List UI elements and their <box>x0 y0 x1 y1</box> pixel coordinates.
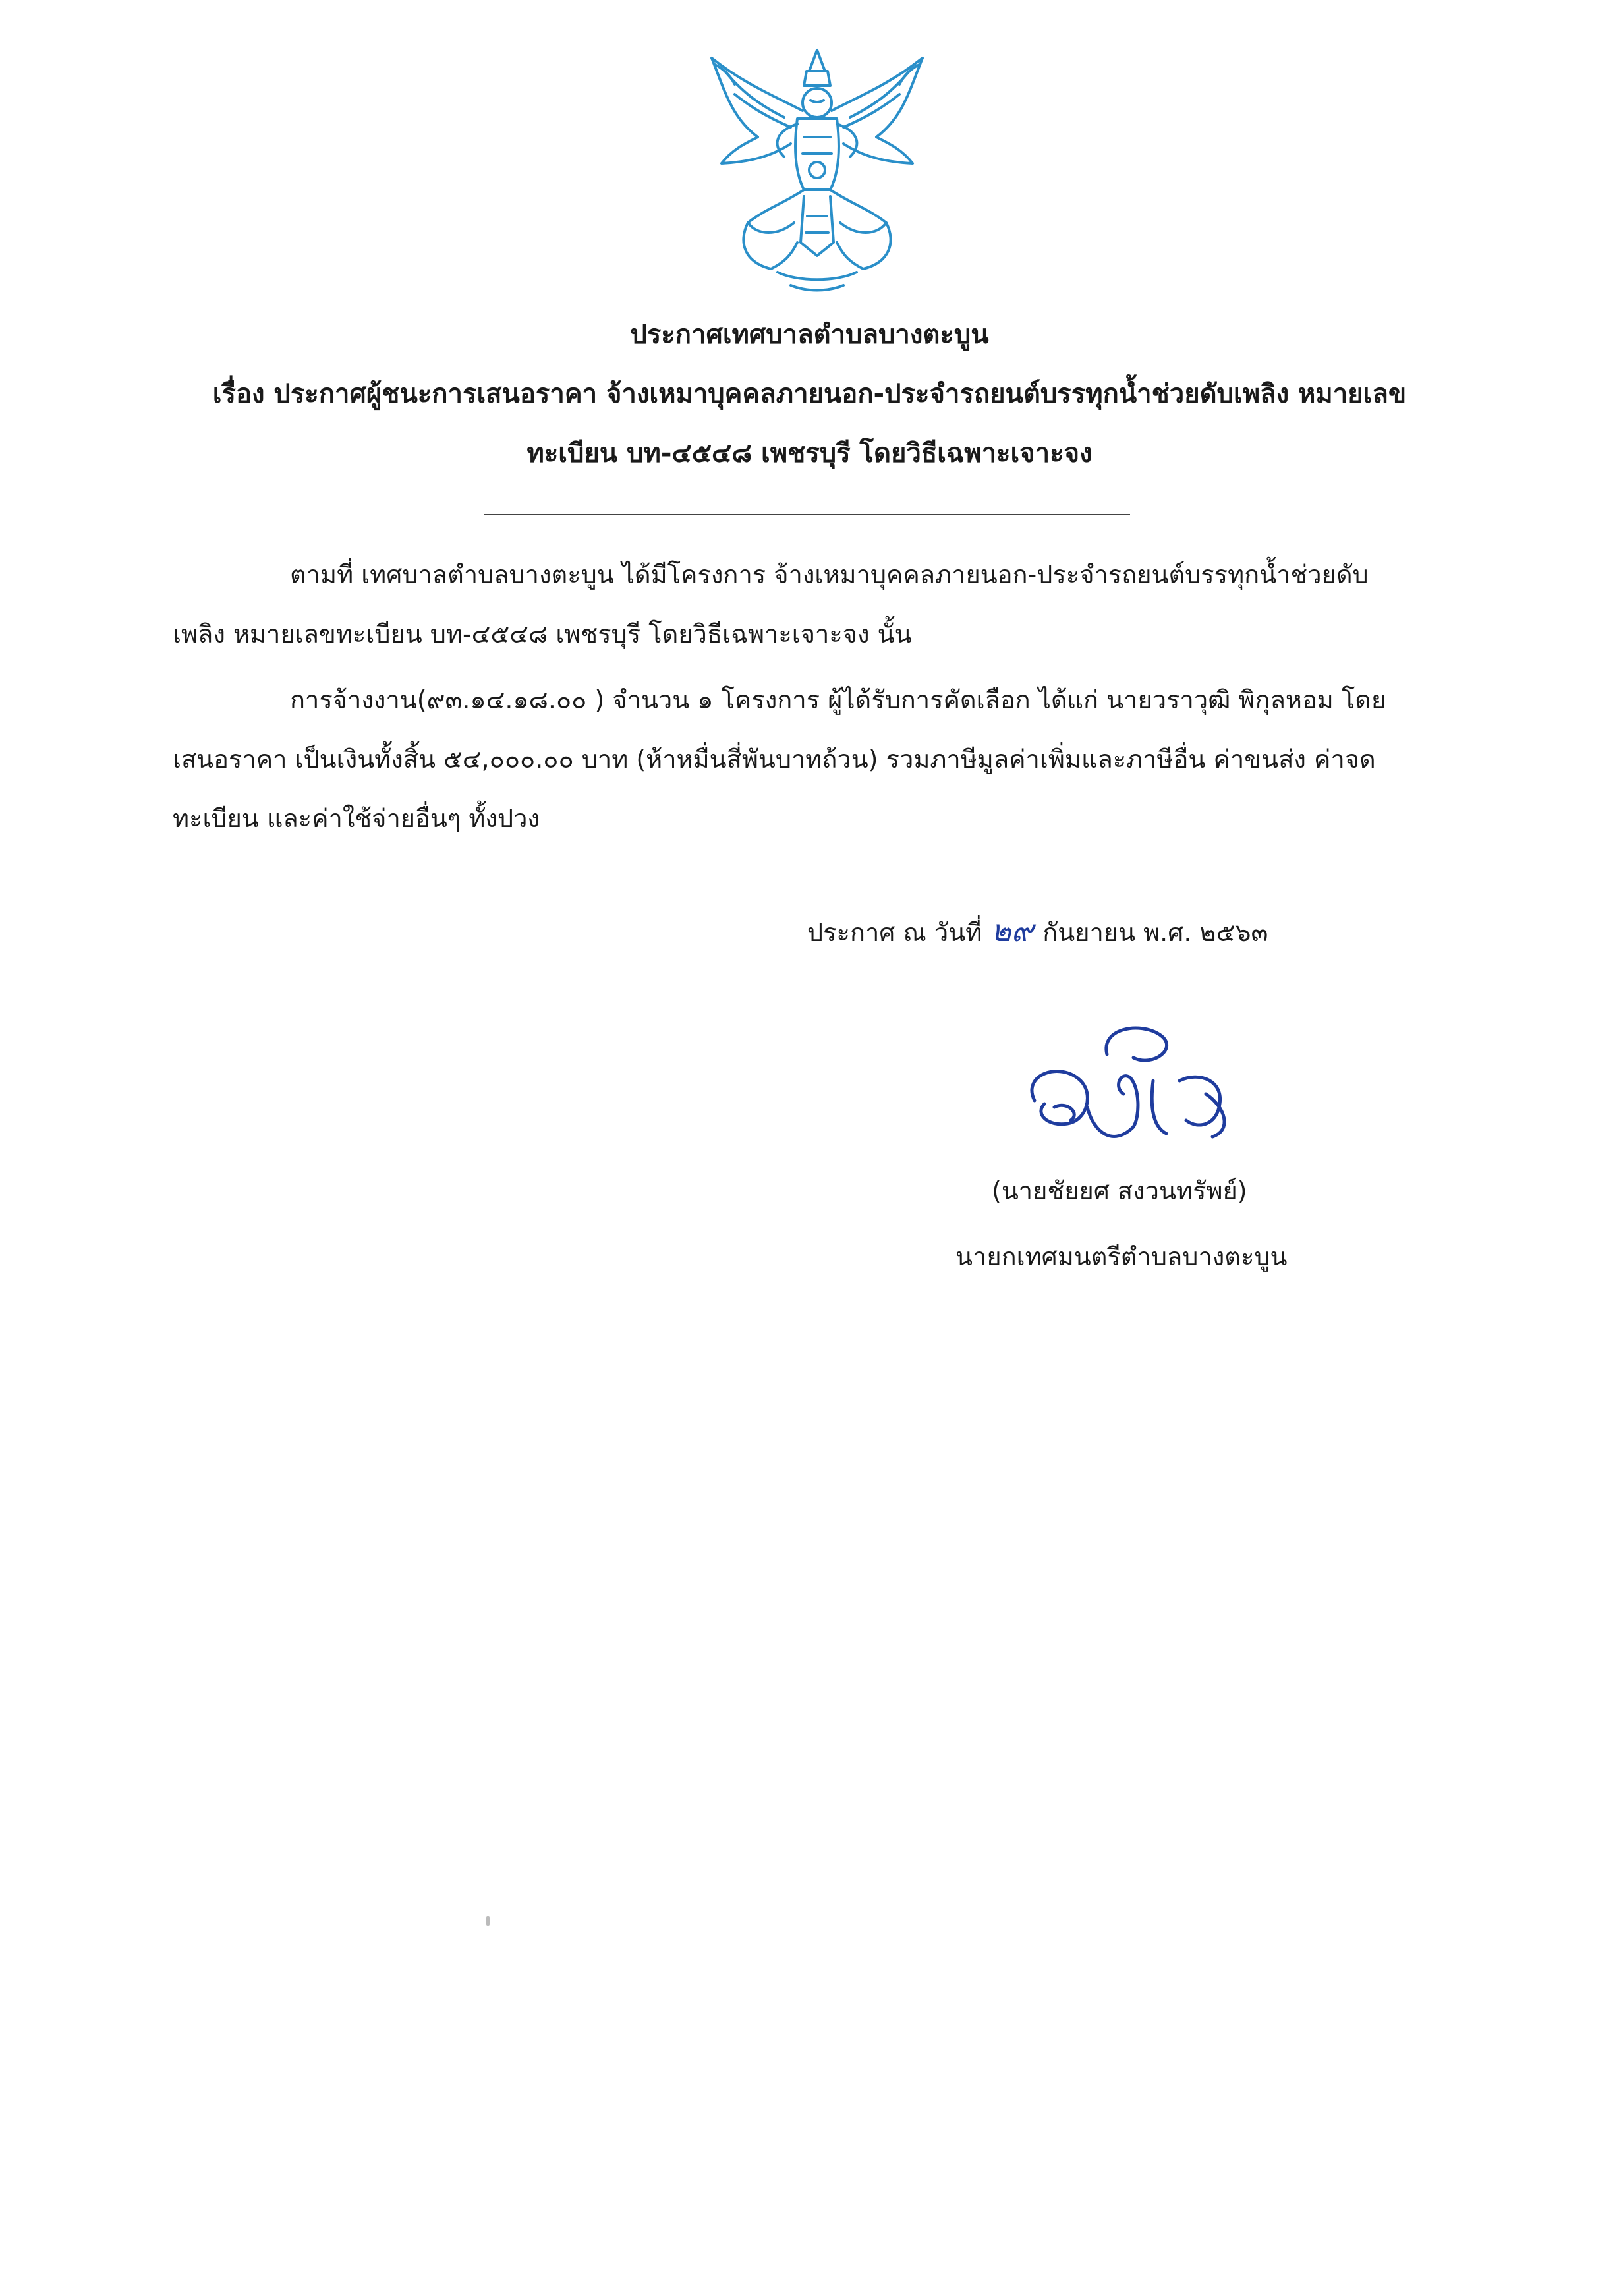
subject-line-2: ทะเบียน บท-๔๕๔๘ เพชรบุรี โดยวิธีเฉพาะเจาะจง <box>526 438 1093 469</box>
paragraph-2-line-1: การจ้างงาน(๙๓.๑๔.๑๘.๐๐ ) จำนวน ๑ โครงการ ผู้ได้รับการคัดเลือก ได้แก่ นายวราวุฒิ พิกุลหอม โดย <box>290 685 1386 714</box>
garuda-emblem-icon <box>685 45 949 295</box>
date-prefix: ประกาศ ณ วันที่ <box>807 918 982 947</box>
paragraph-2-line-2: เสนอราคา เป็นเงินทั้งสิ้น ๕๔,๐๐๐.๐๐ บาท (ห้าหมื่นสี่พันบาทถ้วน) รวมภาษีมูลค่าเพิ่มและภาษีอื่น ค่าขนส่ง ค่าจด <box>173 745 1376 774</box>
paragraph-2-line-3: ทะเบียน และค่าใช้จ่ายอื่นๆ ทั้งปวง <box>173 804 540 833</box>
announcement-date <box>807 909 1268 954</box>
paragraph-1-line-2: เพลิง หมายเลขทะเบียน บท-๔๕๔๘ เพชรบุรี โดยวิธีเฉพาะเจาะจง นั้น <box>173 619 912 648</box>
signer-position: นายกเทศมนตรีตำบลบางตะบูน <box>955 1242 1288 1271</box>
subject-line-1: เรื่อง ประกาศผู้ชนะการเสนอราคา จ้างเหมาบุคคลภายนอก-ประจำรถยนต์บรรทุกน้ำช่วยดับเพลิง หมายเลข <box>212 379 1407 409</box>
paragraph-1-line-1: ตามที่ เทศบาลตำบลบางตะบูน ได้มีโครงการ จ้างเหมาบุคคลภายนอก-ประจำรถยนต์บรรทุกน้ำช่วยดับ <box>290 560 1369 589</box>
announcement-title: ประกาศเทศบาลตำบลบางตะบูน <box>630 320 989 350</box>
divider <box>484 514 1130 515</box>
handwritten-signature <box>1008 1008 1285 1166</box>
date-day-handwritten: ๒๙ <box>991 913 1034 948</box>
scan-speck <box>486 1916 490 1926</box>
date-suffix: กันยายน พ.ศ. ๒๕๖๓ <box>1042 918 1268 947</box>
signer-name: (นายชัยยศ สงวนทรัพย์) <box>992 1176 1247 1205</box>
